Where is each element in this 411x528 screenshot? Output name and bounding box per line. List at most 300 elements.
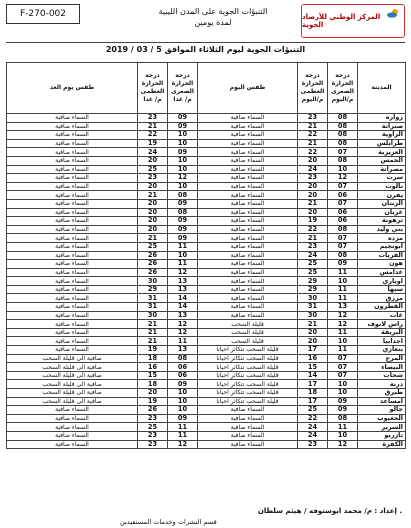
cell-sky2: صافية الى قليلة السحب bbox=[7, 363, 138, 372]
cell-city: غريان bbox=[358, 208, 406, 217]
cell-min2: 10 bbox=[168, 406, 198, 415]
cell-min2: 09 bbox=[168, 234, 198, 243]
cell-city: طرابلس bbox=[358, 139, 406, 148]
cell-min2: 10 bbox=[168, 251, 198, 260]
cell-max2: 29 bbox=[138, 285, 168, 294]
cell-sky: السماء صافية bbox=[198, 414, 298, 423]
cell-max: 20 bbox=[298, 156, 328, 165]
table-row bbox=[7, 122, 406, 131]
form-code: F-270-002 bbox=[6, 4, 80, 24]
cell-max2: 31 bbox=[138, 294, 168, 303]
cell-city: هون bbox=[358, 260, 406, 269]
cloud-sun-icon bbox=[386, 8, 400, 18]
cell-max: 21 bbox=[298, 320, 328, 329]
divider bbox=[6, 42, 405, 43]
table-row bbox=[7, 148, 406, 157]
cell-min2: 09 bbox=[168, 414, 198, 423]
cell-sky: السماء صافية bbox=[198, 251, 298, 260]
cell-max: 23 bbox=[298, 174, 328, 183]
cell-sky: السماء صافية bbox=[198, 174, 298, 183]
col-sky-tomorrow: طقس يوم الغد bbox=[7, 63, 138, 114]
cell-sky2: السماء صافية bbox=[7, 242, 138, 251]
cell-min2: 11 bbox=[168, 423, 198, 432]
cell-sky: قليلة السحب تتكاثر احيانا bbox=[198, 363, 298, 372]
cell-min2: 11 bbox=[168, 260, 198, 269]
cell-max2: 21 bbox=[138, 122, 168, 131]
cell-min2: 11 bbox=[168, 242, 198, 251]
cell-max2: 21 bbox=[138, 328, 168, 337]
cell-max2: 19 bbox=[138, 397, 168, 406]
cell-city: العزيزية bbox=[358, 148, 406, 157]
cell-sky2: السماء صافية bbox=[7, 156, 138, 165]
cell-sky: قليلة السحب تتكاثر احيانا bbox=[198, 389, 298, 398]
cell-max: 20 bbox=[298, 182, 328, 191]
cell-min: 11 bbox=[328, 294, 358, 303]
cell-sky2: السماء صافية bbox=[7, 260, 138, 269]
cell-max2: 16 bbox=[138, 363, 168, 372]
cell-min2: 14 bbox=[168, 303, 198, 312]
table-row bbox=[7, 251, 406, 260]
cell-min2: 12 bbox=[168, 328, 198, 337]
cell-max2: 21 bbox=[138, 234, 168, 243]
cell-sky2: السماء صافية bbox=[7, 199, 138, 208]
table-row bbox=[7, 165, 406, 174]
cell-max: 25 bbox=[298, 268, 328, 277]
cell-max2: 23 bbox=[138, 174, 168, 183]
cell-max: 25 bbox=[298, 406, 328, 415]
cell-max: 15 bbox=[298, 363, 328, 372]
cell-max2: 26 bbox=[138, 268, 168, 277]
cell-max2: 15 bbox=[138, 371, 168, 380]
cell-city: السرير bbox=[358, 423, 406, 432]
cell-min2: 10 bbox=[168, 182, 198, 191]
table-row bbox=[7, 328, 406, 337]
cell-sky2: صافية الى قليلة السحب bbox=[7, 389, 138, 398]
cell-min: 12 bbox=[328, 320, 358, 329]
cell-sky2: السماء صافية bbox=[7, 320, 138, 329]
cell-sky: السماء صافية bbox=[198, 122, 298, 131]
cell-sky2: السماء صافية bbox=[7, 294, 138, 303]
cell-sky2: السماء صافية bbox=[7, 217, 138, 226]
cell-max: 24 bbox=[298, 423, 328, 432]
table-row bbox=[7, 431, 406, 440]
cell-sky2: صافية الى قليلة السحب bbox=[7, 397, 138, 406]
cell-city: الخمس bbox=[358, 156, 406, 165]
cell-min: 08 bbox=[328, 414, 358, 423]
cell-max: 24 bbox=[298, 431, 328, 440]
table-row bbox=[7, 131, 406, 140]
cell-sky: قليلة السحب تتكاثر احيانا bbox=[198, 346, 298, 355]
cell-min2: 06 bbox=[168, 363, 198, 372]
cell-min: 11 bbox=[328, 285, 358, 294]
cell-max2: 23 bbox=[138, 114, 168, 123]
cell-city: غدامس bbox=[358, 268, 406, 277]
cell-min: 12 bbox=[328, 174, 358, 183]
cell-min2: 09 bbox=[168, 122, 198, 131]
cell-min2: 12 bbox=[168, 440, 198, 449]
cell-sky: قليلة السحب تتكاثر احيانا bbox=[198, 397, 298, 406]
document-header bbox=[6, 4, 405, 40]
cell-city: ترهونة bbox=[358, 217, 406, 226]
table-row bbox=[7, 414, 406, 423]
cell-max: 21 bbox=[298, 234, 328, 243]
table-row bbox=[7, 199, 406, 208]
cell-max: 21 bbox=[298, 122, 328, 131]
forecast-title bbox=[154, 6, 272, 28]
cell-sky: قليلة السحب تتكاثر احيانا bbox=[198, 354, 298, 363]
cell-min: 07 bbox=[328, 371, 358, 380]
cell-sky2: السماء صافية bbox=[7, 131, 138, 140]
cell-max: 23 bbox=[298, 242, 328, 251]
cell-min2: 09 bbox=[168, 380, 198, 389]
cell-min: 07 bbox=[328, 182, 358, 191]
cell-city: مصراتة bbox=[358, 165, 406, 174]
cell-min2: 13 bbox=[168, 346, 198, 355]
cell-city: امساعد bbox=[358, 397, 406, 406]
cell-min: 08 bbox=[328, 131, 358, 140]
cell-max2: 30 bbox=[138, 277, 168, 286]
cell-min2: 13 bbox=[168, 311, 198, 320]
cell-sky: السماء صافية bbox=[198, 285, 298, 294]
cell-min: 08 bbox=[328, 156, 358, 165]
cell-min: 07 bbox=[328, 363, 358, 372]
cell-min: 13 bbox=[328, 303, 358, 312]
table-row bbox=[7, 208, 406, 217]
cell-max: 14 bbox=[298, 371, 328, 380]
cell-sky: السماء صافية bbox=[198, 406, 298, 415]
cell-min: 10 bbox=[328, 380, 358, 389]
cell-min: 10 bbox=[328, 389, 358, 398]
cell-max: 21 bbox=[298, 199, 328, 208]
cell-min: 08 bbox=[328, 139, 358, 148]
table-row bbox=[7, 182, 406, 191]
cell-max2: 22 bbox=[138, 131, 168, 140]
cell-sky: السماء صافية bbox=[198, 260, 298, 269]
cell-max2: 19 bbox=[138, 346, 168, 355]
cell-max2: 20 bbox=[138, 225, 168, 234]
cell-min: 07 bbox=[328, 199, 358, 208]
cell-max: 31 bbox=[298, 303, 328, 312]
forecast-title-line-2: لمدة يومين bbox=[194, 18, 232, 27]
cell-min: 10 bbox=[328, 337, 358, 346]
cell-max: 22 bbox=[298, 131, 328, 140]
table-row bbox=[7, 174, 406, 183]
cell-sky: السماء صافية bbox=[198, 191, 298, 200]
cell-min: 10 bbox=[328, 431, 358, 440]
cell-sky: السماء صافية bbox=[198, 182, 298, 191]
cell-sky: السماء صافية bbox=[198, 303, 298, 312]
cell-sky2: السماء صافية bbox=[7, 303, 138, 312]
cell-city: الزاوية bbox=[358, 131, 406, 140]
cell-min: 12 bbox=[328, 311, 358, 320]
table-row bbox=[7, 242, 406, 251]
cell-sky2: السماء صافية bbox=[7, 268, 138, 277]
cell-max2: 18 bbox=[138, 380, 168, 389]
cell-sky2: السماء صافية bbox=[7, 346, 138, 355]
cell-max2: 24 bbox=[138, 148, 168, 157]
cell-min2: 09 bbox=[168, 225, 198, 234]
table-row bbox=[7, 114, 406, 123]
cell-city: اجدابيا bbox=[358, 337, 406, 346]
cell-city: نالوت bbox=[358, 182, 406, 191]
cell-min2: 11 bbox=[168, 431, 198, 440]
cell-min2: 13 bbox=[168, 285, 198, 294]
cell-city: درنة bbox=[358, 380, 406, 389]
cell-min: 11 bbox=[328, 346, 358, 355]
cell-sky: السماء صافية bbox=[198, 114, 298, 123]
cell-max: 17 bbox=[298, 397, 328, 406]
cell-max2: 20 bbox=[138, 208, 168, 217]
table-row bbox=[7, 285, 406, 294]
table-row bbox=[7, 225, 406, 234]
cell-sky: السماء صافية bbox=[198, 199, 298, 208]
cell-max: 29 bbox=[298, 285, 328, 294]
cell-max2: 23 bbox=[138, 414, 168, 423]
cell-max: 20 bbox=[298, 328, 328, 337]
cell-max: 25 bbox=[298, 260, 328, 269]
cell-max2: 23 bbox=[138, 440, 168, 449]
table-row bbox=[7, 191, 406, 200]
cell-min: 08 bbox=[328, 251, 358, 260]
cell-max2: 18 bbox=[138, 354, 168, 363]
cell-sky: السماء صافية bbox=[198, 156, 298, 165]
table-row bbox=[7, 371, 406, 380]
cell-max2: 20 bbox=[138, 156, 168, 165]
cell-sky2: السماء صافية bbox=[7, 174, 138, 183]
cell-min: 09 bbox=[328, 397, 358, 406]
cell-sky2: صافية الى قليلة السحب bbox=[7, 354, 138, 363]
cell-sky2: السماء صافية bbox=[7, 251, 138, 260]
cell-min: 09 bbox=[328, 406, 358, 415]
col-city: المدينة bbox=[358, 63, 406, 114]
cell-sky2: السماء صافية bbox=[7, 182, 138, 191]
cell-min2: 08 bbox=[168, 191, 198, 200]
cell-max: 16 bbox=[298, 354, 328, 363]
cell-sky: قليلة السحب bbox=[198, 320, 298, 329]
cell-sky: السماء صافية bbox=[198, 131, 298, 140]
cell-sky2: السماء صافية bbox=[7, 414, 138, 423]
cell-max2: 21 bbox=[138, 337, 168, 346]
cell-min: 07 bbox=[328, 148, 358, 157]
cell-sky2: السماء صافية bbox=[7, 165, 138, 174]
cell-min2: 08 bbox=[168, 354, 198, 363]
cell-city: ابونجيم bbox=[358, 242, 406, 251]
cell-min: 08 bbox=[328, 114, 358, 123]
cell-sky: السماء صافية bbox=[198, 440, 298, 449]
cell-sky: السماء صافية bbox=[198, 225, 298, 234]
cell-max: 23 bbox=[298, 114, 328, 123]
cell-max: 22 bbox=[298, 225, 328, 234]
cell-sky: السماء صافية bbox=[198, 208, 298, 217]
cell-min: 10 bbox=[328, 165, 358, 174]
cell-min2: 14 bbox=[168, 294, 198, 303]
cell-sky2: السماء صافية bbox=[7, 234, 138, 243]
cell-min: 06 bbox=[328, 217, 358, 226]
cell-max: 20 bbox=[298, 208, 328, 217]
cell-max2: 26 bbox=[138, 251, 168, 260]
cell-min2: 12 bbox=[168, 268, 198, 277]
cell-sky2: السماء صافية bbox=[7, 406, 138, 415]
cell-city: بني وليد bbox=[358, 225, 406, 234]
cell-sky2: السماء صافية bbox=[7, 225, 138, 234]
cell-city: القريات bbox=[358, 251, 406, 260]
cell-sky2: السماء صافية bbox=[7, 337, 138, 346]
cell-min: 10 bbox=[328, 277, 358, 286]
cell-min: 08 bbox=[328, 122, 358, 131]
cell-max: 23 bbox=[298, 440, 328, 449]
table-row bbox=[7, 354, 406, 363]
cell-city: البريقة bbox=[358, 328, 406, 337]
department: قسم النشرات وخدمات المستفيدين bbox=[120, 518, 217, 526]
forecast-title-line-1: التنبؤات الجوية على المدن الليبية bbox=[158, 7, 268, 16]
cell-min: 06 bbox=[328, 191, 358, 200]
cell-max: 20 bbox=[298, 191, 328, 200]
cell-min: 07 bbox=[328, 354, 358, 363]
cell-min: 11 bbox=[328, 328, 358, 337]
cell-min2: 12 bbox=[168, 320, 198, 329]
cell-sky2: السماء صافية bbox=[7, 139, 138, 148]
cell-sky: السماء صافية bbox=[198, 217, 298, 226]
cell-sky2: السماء صافية bbox=[7, 191, 138, 200]
cell-min: 07 bbox=[328, 234, 358, 243]
cell-max2: 19 bbox=[138, 139, 168, 148]
cell-city: الكفرة bbox=[358, 440, 406, 449]
cell-max: 19 bbox=[298, 217, 328, 226]
cell-city: المرج bbox=[358, 354, 406, 363]
cell-min2: 10 bbox=[168, 139, 198, 148]
cell-min2: 10 bbox=[168, 131, 198, 140]
cell-city: سرت bbox=[358, 174, 406, 183]
cell-max2: 20 bbox=[138, 199, 168, 208]
col-min-tomorrow: درجة الحرارة الصغرى م/ غدا bbox=[168, 63, 198, 114]
cell-city: الجغبوب bbox=[358, 414, 406, 423]
cell-max2: 30 bbox=[138, 311, 168, 320]
table-row bbox=[7, 423, 406, 432]
table-row bbox=[7, 217, 406, 226]
cell-min: 12 bbox=[328, 440, 358, 449]
cell-sky2: السماء صافية bbox=[7, 423, 138, 432]
cell-max: 22 bbox=[298, 148, 328, 157]
cell-sky2: صافية الى قليلة السحب bbox=[7, 380, 138, 389]
cell-city: اوباري bbox=[358, 277, 406, 286]
cell-city: مرزق bbox=[358, 294, 406, 303]
table-row bbox=[7, 337, 406, 346]
cell-city: راس لانوف bbox=[358, 320, 406, 329]
col-min-today: درجة الحرارة الصغرى م/اليوم bbox=[328, 63, 358, 114]
cell-city: الزنتان bbox=[358, 199, 406, 208]
cell-max: 21 bbox=[298, 139, 328, 148]
cell-min2: 10 bbox=[168, 397, 198, 406]
col-max-today: درجة الحرارة العظمى م/اليوم bbox=[298, 63, 328, 114]
cell-city: جالو bbox=[358, 406, 406, 415]
cell-sky2: السماء صافية bbox=[7, 431, 138, 440]
table-row bbox=[7, 156, 406, 165]
cell-city: مزده bbox=[358, 234, 406, 243]
col-sky-today: طقس اليوم bbox=[198, 63, 298, 114]
table-row bbox=[7, 440, 406, 449]
table-row bbox=[7, 294, 406, 303]
cell-min: 09 bbox=[328, 260, 358, 269]
cell-min2: 13 bbox=[168, 277, 198, 286]
prepared-by: إعداد : م/ محمد ابوستوفه / هيثم سلطان . bbox=[257, 507, 402, 515]
table-row bbox=[7, 397, 406, 406]
table-row bbox=[7, 406, 406, 415]
table-row bbox=[7, 234, 406, 243]
cell-sky2: السماء صافية bbox=[7, 440, 138, 449]
cell-max: 30 bbox=[298, 294, 328, 303]
cell-city: غات bbox=[358, 311, 406, 320]
table-row bbox=[7, 363, 406, 372]
org-logo bbox=[301, 4, 405, 38]
cell-max2: 25 bbox=[138, 165, 168, 174]
cell-max: 17 bbox=[298, 380, 328, 389]
cell-min2: 09 bbox=[168, 217, 198, 226]
cell-sky2: السماء صافية bbox=[7, 328, 138, 337]
cell-max: 30 bbox=[298, 311, 328, 320]
table-row bbox=[7, 389, 406, 398]
cell-max: 22 bbox=[298, 414, 328, 423]
cell-min2: 09 bbox=[168, 148, 198, 157]
cell-sky: السماء صافية bbox=[198, 294, 298, 303]
org-name: المركز الوطني للأرصاد الجوية bbox=[302, 13, 381, 29]
table-row bbox=[7, 139, 406, 148]
table-body bbox=[7, 114, 406, 449]
cell-sky2: السماء صافية bbox=[7, 114, 138, 123]
cell-max2: 20 bbox=[138, 389, 168, 398]
table-row bbox=[7, 380, 406, 389]
cell-sky2: السماء صافية bbox=[7, 311, 138, 320]
table-row bbox=[7, 277, 406, 286]
table-header-row bbox=[7, 63, 406, 114]
cell-max2: 25 bbox=[138, 242, 168, 251]
date-line: التنبؤات الجوية ليوم الثلاثاء الموافق 5 / 03 / 2019 bbox=[105, 45, 306, 54]
cell-sky: السماء صافية bbox=[198, 139, 298, 148]
cell-city: بنغازي bbox=[358, 346, 406, 355]
cell-sky: قليلة السحب تتكاثر احيانا bbox=[198, 371, 298, 380]
cell-min: 06 bbox=[328, 208, 358, 217]
cell-max: 18 bbox=[298, 389, 328, 398]
table-row bbox=[7, 346, 406, 355]
cell-min: 11 bbox=[328, 268, 358, 277]
table-row bbox=[7, 260, 406, 269]
cell-max: 17 bbox=[298, 346, 328, 355]
cell-city: القطرون bbox=[358, 303, 406, 312]
cell-max: 24 bbox=[298, 165, 328, 174]
cell-min2: 10 bbox=[168, 156, 198, 165]
cell-min2: 10 bbox=[168, 165, 198, 174]
cell-city: يفرن bbox=[358, 191, 406, 200]
cell-min: 11 bbox=[328, 423, 358, 432]
cell-sky: السماء صافية bbox=[198, 148, 298, 157]
cell-sky: قليلة السحب bbox=[198, 337, 298, 346]
cell-sky2: صافية الى قليلة السحب bbox=[7, 371, 138, 380]
cell-min2: 11 bbox=[168, 337, 198, 346]
cell-sky: قليلة السحب تتكاثر احيانا bbox=[198, 380, 298, 389]
cell-max2: 20 bbox=[138, 182, 168, 191]
cell-sky2: السماء صافية bbox=[7, 122, 138, 131]
cell-sky2: السماء صافية bbox=[7, 285, 138, 294]
cell-city: شحات bbox=[358, 371, 406, 380]
cell-city: البيضاء bbox=[358, 363, 406, 372]
cell-sky: السماء صافية bbox=[198, 431, 298, 440]
cell-city: صبراتة bbox=[358, 122, 406, 131]
cell-max2: 21 bbox=[138, 191, 168, 200]
cell-max2: 21 bbox=[138, 320, 168, 329]
cell-max: 20 bbox=[298, 337, 328, 346]
cell-min2: 09 bbox=[168, 199, 198, 208]
cell-min2: 12 bbox=[168, 174, 198, 183]
cell-city: زواره bbox=[358, 114, 406, 123]
